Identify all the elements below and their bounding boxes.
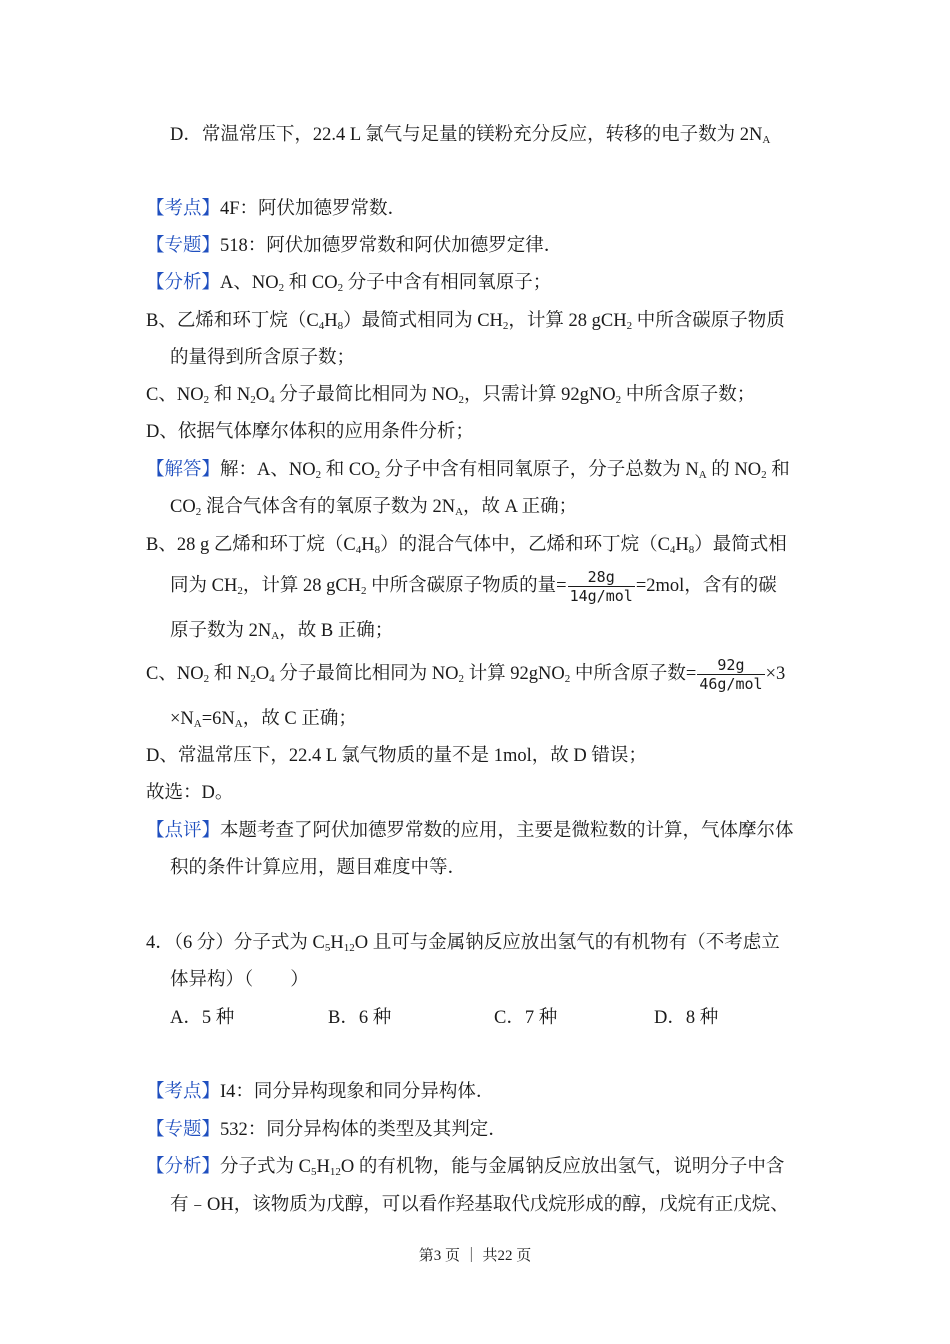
kaodian-line: 【考点】4F：阿伏加德罗常数．	[146, 199, 407, 219]
q4-stem-line-2: 体异构）（ ）	[170, 970, 309, 990]
fraction-92g: $\frac{92g}{\text{46g/mol}}$	[699, 656, 763, 693]
fenxi-tag: 【分析】	[146, 1157, 221, 1177]
jieda-line-a2: $CO_2$ 混合气体含有的氧原子数为 $2N_A$，故 A 正确；	[170, 497, 578, 518]
jieda-line-c1: C、$NO_2$ 和 $N_2O_4$ 分子最简比相同为 $NO_2$ 计算 92gNO$_2$ 中所含原子数= $\frac{92g}{\text{46g/mol}}$ ×3	[146, 656, 786, 693]
fenxi-line-b2: 的量得到所含原子数；	[170, 348, 356, 368]
q4-fenxi-line-2: 有﹣OH，该物质为戊醇，可以看作羟基取代戊烷形成的醇，戊烷有正戊烷、	[170, 1195, 789, 1215]
fenxi-line-a: 【分析】A、$NO_2$ 和 $CO_2$ 分子中含有相同氧原子；	[146, 273, 552, 294]
q4-kaodian-line: 【考点】I4：同分异构现象和同分异构体．	[146, 1082, 495, 1102]
jieda-line-d: D、常温常压下，22.4 L 氯气物质的量不是 1mol，故 D 错误；	[146, 746, 647, 766]
jieda-tag: 【解答】	[146, 460, 221, 480]
dianping-line-1: 【点评】本题考查了阿伏加德罗常数的应用，主要是微粒数的计算，气体摩尔体	[146, 821, 794, 841]
kaodian-tag: 【考点】	[146, 1082, 221, 1102]
page-footer: 第3 页 ｜ 共22 页	[418, 1248, 532, 1264]
q4-option-a: A．5 种	[170, 1008, 235, 1028]
fenxi-tag: 【分析】	[146, 273, 221, 293]
dianping-tag: 【点评】	[146, 821, 221, 841]
q4-zhuanti-line: 【专题】532：同分异构体的类型及其判定．	[146, 1120, 507, 1140]
fenxi-line-d: D、依据气体摩尔体积的应用条件分析；	[146, 422, 474, 442]
q4-option-b: B．6 种	[328, 1008, 392, 1028]
kaodian-tag: 【考点】	[146, 199, 221, 219]
fraction-28g: $\frac{28g}{\text{14g/mol}}$	[569, 568, 633, 605]
q4-option-c: C．7 种	[494, 1008, 558, 1028]
zhuanti-tag: 【专题】	[146, 236, 221, 256]
jieda-line-c2: $\times N_A=6N_A$，故 C 正确；	[170, 709, 357, 730]
q4-stem-line-1: 4．（6 分）分子式为 $C_5H_{12}O$ 且可与金属钠反应放出氢气的有机物有（不考虑立	[146, 933, 780, 954]
jieda-line-xuan: 故选：D。	[146, 783, 234, 803]
fenxi-line-c: C、$NO_2$ 和 $N_2O_4$ 分子最简比相同为 $NO_2$，只需计算 92gNO$_2$ 中所含原子数；	[146, 385, 756, 406]
option-d-line: D．常温常压下，22.4 L 氯气与足量的镁粉充分反应，转移的电子数为 $2N_A$	[170, 125, 771, 146]
jieda-line-b1: B、28 g 乙烯和环丁烷$(C_4H_8)$的混合气体中，乙烯和环丁烷$(C_4H_8)$最简式相	[146, 535, 787, 556]
jieda-line-b2: 同为 $CH_2$，计算 28 gCH$_2$ 中所含碳原子物质的量= $\frac{28g}{\text{14g/mol}}$ =2mol，含有的碳	[170, 568, 777, 605]
jieda-line-a1: 【解答】解：A、$NO_2$ 和 $CO_2$ 分子中含有相同氧原子，分子总数为 $N_A$ 的 $NO_2$ 和	[146, 460, 790, 481]
zhuanti-tag: 【专题】	[146, 1120, 221, 1140]
q4-option-d: D．8 种	[654, 1008, 719, 1028]
fenxi-line-b1: B、乙烯和环丁烷$(C_4H_8)$最简式相同为 $CH_2$，计算 28 gCH$_2$ 中所含碳原子物质	[146, 311, 785, 332]
q4-fenxi-line-1: 【分析】分子式为 $C_5H_{12}O$ 的有机物，能与金属钠反应放出氢气，说明分子中含	[146, 1157, 785, 1178]
zhuanti-line: 【专题】518：阿伏加德罗常数和阿伏加德罗定律．	[146, 236, 563, 256]
dianping-line-2: 积的条件计算应用，题目难度中等．	[170, 858, 467, 878]
jieda-line-b3: 原子数为 $2N_A$，故 B 正确；	[170, 621, 394, 642]
